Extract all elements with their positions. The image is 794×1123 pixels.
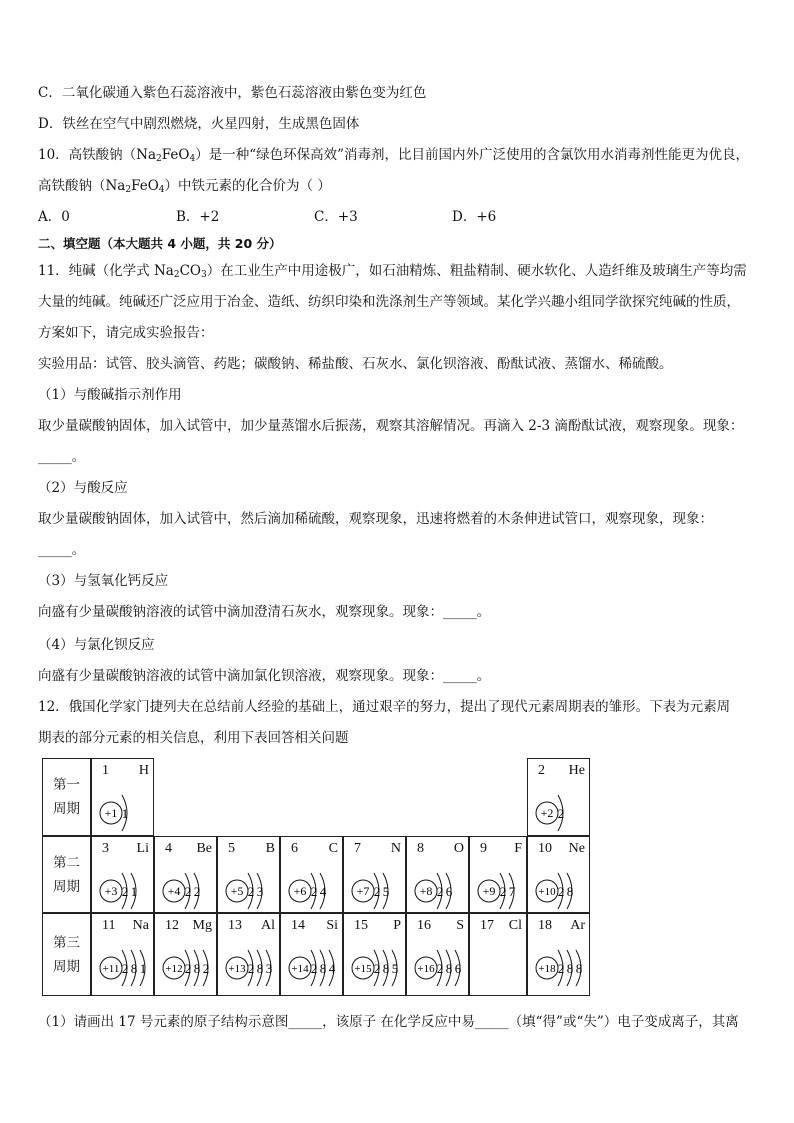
atomic-number: 1	[102, 763, 109, 778]
atomic-number: 11	[102, 918, 116, 933]
electron-count: 2	[557, 961, 565, 976]
q10-line2-a: 高铁酸钠（Na	[38, 178, 126, 194]
part-1-title: （1）与酸碱指示剂作用	[38, 387, 182, 403]
electron-count: 8	[445, 961, 453, 976]
atom-diagram	[413, 946, 469, 986]
element-cell	[343, 836, 406, 913]
nucleus-charge: +14	[291, 963, 309, 975]
question-11-line3: 方案如下，请完成实验报告：	[38, 325, 214, 341]
electron-count: 4	[328, 961, 336, 976]
element-symbol: Mg	[192, 918, 212, 933]
element-label	[480, 918, 522, 934]
atom-diagram	[534, 946, 590, 986]
subscript: 2	[173, 270, 180, 280]
electron-count: 1	[121, 806, 129, 821]
part-1-text: 取少量碳酸钠固体，加入试管中，加少量蒸馏水后振荡，观察其溶解情况。再滴入 2-3 滴酚酞试液，观察现象。现象：	[38, 418, 744, 434]
atomic-number: 8	[417, 841, 424, 856]
electron-count: 5	[391, 961, 399, 976]
subscript: 3	[200, 270, 207, 280]
nucleus-charge: +6	[293, 884, 307, 898]
nucleus-charge: +1	[104, 806, 118, 820]
period-label-text: 第二	[53, 854, 80, 871]
period-label-text: 周期	[53, 958, 80, 975]
q11-part-a: 11．纯碱（化学式 Na	[38, 263, 174, 279]
electron-count: 8	[566, 884, 574, 899]
q11-part-b: CO	[179, 263, 201, 279]
period-label	[42, 758, 91, 836]
electron-count: 6	[454, 961, 462, 976]
q11-part-c: ）在工业生产中用途极广，如石油精炼、粗盐精制、硬水软化、人造纤维及玻璃生产等均需	[206, 263, 747, 279]
atom-diagram	[224, 946, 280, 986]
atom-diagram	[224, 869, 280, 909]
question-12-line1: 12．俄国化学家门捷列夫在总结前人经验的基础上，通过艰辛的努力，提出了现代元素周期表的雏形。下表为元素周	[38, 699, 731, 715]
atom-diagram	[350, 946, 406, 986]
element-label	[102, 918, 149, 934]
part-4-text: 向盛有少量碳酸钠溶液的试管中滴加氯化钡溶液，观察现象。现象：_____。	[38, 668, 491, 684]
atomic-number: 2	[538, 763, 545, 778]
electron-count: 2	[310, 961, 318, 976]
table-gap	[154, 758, 527, 836]
electron-count: 8	[566, 961, 574, 976]
atomic-number: 9	[480, 841, 487, 856]
atomic-number: 12	[165, 918, 179, 933]
element-symbol: Al	[261, 918, 275, 933]
element-label	[102, 841, 149, 857]
element-cell	[154, 836, 217, 913]
question-11-line2: 大量的纯碱。纯碱还广泛应用于冶金、造纸、纺织印染和洗涤剂生产等领域。某化学兴趣小组同学欲探究纯碱的性质，	[38, 294, 740, 310]
element-label	[354, 918, 401, 934]
atomic-number: 5	[228, 841, 235, 856]
nucleus-charge: +4	[167, 884, 181, 898]
element-label	[538, 918, 585, 934]
element-cell	[406, 913, 469, 996]
element-cell	[527, 913, 590, 996]
part-2-text: 取少量碳酸钠固体，加入试管中，然后滴加稀硫酸，观察现象，迅速将燃着的木条伸进试管口，观察现象，现象：	[38, 511, 713, 527]
nucleus-charge: +15	[354, 963, 372, 975]
element-symbol: He	[568, 763, 585, 778]
element-cell	[469, 913, 527, 996]
electron-count: 8	[130, 961, 138, 976]
electron-count: 2	[121, 961, 129, 976]
atom-diagram	[98, 869, 154, 909]
periodic-table	[42, 758, 590, 996]
electron-count: 4	[319, 884, 327, 899]
electron-count: 2	[499, 884, 507, 899]
element-label	[480, 841, 522, 857]
choice-d: D．+6	[452, 209, 497, 225]
nucleus-charge: +18	[538, 963, 556, 975]
period-label-text: 周期	[53, 801, 80, 817]
subscript: 2	[156, 154, 162, 164]
question-10-line2	[38, 177, 331, 199]
element-label	[102, 763, 149, 779]
q10-part-b: FeO	[161, 147, 190, 163]
period-label-text: 第三	[53, 934, 80, 951]
electron-count: 5	[382, 884, 390, 899]
atomic-number: 7	[354, 841, 361, 856]
atom-diagram	[98, 791, 154, 831]
option-c-text: C．二氧化碳通入紫色石蕊溶液中，紫色石蕊溶液由紫色变为红色	[38, 85, 427, 101]
electron-count: 2	[193, 884, 201, 899]
element-label	[417, 918, 464, 934]
element-label	[165, 918, 212, 934]
electron-count: 2	[436, 961, 444, 976]
section-heading: 二、填空题（本大题共 4 小题，共 20 分）	[38, 236, 282, 251]
element-label	[291, 918, 338, 934]
electron-count: 8	[319, 961, 327, 976]
electron-count: 2	[557, 884, 565, 899]
part-2-blank: _____。	[38, 542, 86, 558]
q10-line2-b: FeO	[131, 178, 159, 194]
period-label-text: 周期	[53, 878, 80, 895]
atomic-number: 16	[417, 918, 431, 933]
element-symbol: Be	[196, 841, 212, 856]
choice-b: B．+2	[176, 209, 220, 225]
element-symbol: Cl	[508, 918, 522, 933]
subscript: 2	[125, 185, 132, 195]
atom-diagram	[350, 869, 406, 909]
element-cell	[217, 836, 280, 913]
electron-count: 1	[139, 961, 147, 976]
element-cell	[280, 913, 343, 996]
q10-part-c: ）是一种“绿色环保高效”消毒剂，比目前国内外广泛使用的含氯饮用水消毒剂性能更为优良，	[195, 147, 750, 163]
electron-count: 2	[184, 884, 192, 899]
electron-count: 2	[247, 884, 255, 899]
atomic-number: 18	[538, 918, 552, 933]
atom-diagram	[161, 869, 217, 909]
element-symbol: P	[393, 918, 401, 933]
atom-diagram	[161, 946, 217, 986]
element-symbol: N	[390, 841, 401, 856]
electron-count: 2	[121, 884, 129, 899]
part-4-title: （4）与氯化钡反应	[38, 637, 155, 653]
atom-diagram	[287, 946, 343, 986]
electron-count: 2	[373, 961, 381, 976]
question-12-line2: 期表的部分元素的相关信息，利用下表回答相关问题	[38, 730, 349, 746]
element-label	[291, 841, 338, 857]
element-symbol: B	[265, 841, 275, 856]
nucleus-charge: +16	[417, 963, 435, 975]
electron-count: 8	[256, 961, 264, 976]
element-cell	[154, 913, 217, 996]
element-symbol: Ar	[570, 918, 585, 933]
electron-count: 1	[130, 884, 138, 899]
nucleus-charge: +12	[165, 963, 183, 975]
electron-count: 2	[373, 884, 381, 899]
period-label	[42, 836, 91, 913]
supplies-text: 实验用品：试管、胶头滴管、药匙；碳酸钠、稀盐酸、石灰水、氯化钡溶液、酚酞试液、蒸馏水、稀硫酸。	[38, 356, 673, 372]
atomic-number: 14	[291, 918, 305, 933]
element-label	[354, 841, 401, 857]
choice-a: A．0	[38, 209, 70, 225]
element-symbol: S	[456, 918, 464, 933]
element-cell	[527, 758, 590, 836]
electron-count: 2	[202, 961, 210, 976]
element-cell	[91, 836, 154, 913]
q10-line2-c: ）中铁元素的化合价为（ ）	[164, 178, 331, 194]
element-symbol: Li	[136, 841, 149, 856]
period-label	[42, 913, 91, 996]
atomic-number: 3	[102, 841, 109, 856]
subscript: 4	[158, 185, 165, 195]
electron-count: 8	[193, 961, 201, 976]
electron-count: 3	[265, 961, 273, 976]
atomic-number: 10	[538, 841, 552, 856]
nucleus-charge: +7	[356, 884, 370, 898]
atom-diagram	[534, 791, 590, 831]
element-symbol: F	[514, 841, 522, 856]
atom-diagram	[287, 869, 343, 909]
element-symbol: Na	[132, 918, 149, 933]
nucleus-charge: +9	[482, 884, 496, 898]
choice-c: C．+3	[314, 209, 358, 225]
element-symbol: C	[328, 841, 338, 856]
option-d-text: D．铁丝在空气中剧烈燃烧，火星四射，生成黑色固体	[38, 116, 360, 132]
nucleus-charge: +2	[540, 806, 554, 820]
electron-count: 6	[445, 884, 453, 899]
electron-count: 2	[557, 806, 565, 821]
atomic-number: 6	[291, 841, 298, 856]
part-3-text: 向盛有少量碳酸钠溶液的试管中滴加澄清石灰水，观察现象。现象：_____。	[38, 604, 491, 620]
question-10-line1	[38, 146, 749, 168]
element-cell	[91, 913, 154, 996]
electron-count: 8	[382, 961, 390, 976]
atomic-number: 15	[354, 918, 368, 933]
electron-count: 2	[436, 884, 444, 899]
element-label	[228, 918, 275, 934]
atom-diagram	[534, 869, 590, 909]
element-label	[538, 763, 585, 779]
electron-count: 2	[247, 961, 255, 976]
electron-count: 2	[310, 884, 318, 899]
part-2-title: （2）与酸反应	[38, 480, 128, 496]
nucleus-charge: +3	[104, 884, 118, 898]
atom-diagram	[476, 869, 532, 909]
nucleus-charge: +13	[228, 963, 246, 975]
part-1-blank: _____。	[38, 449, 86, 465]
element-symbol: Ne	[568, 841, 585, 856]
atomic-number: 4	[165, 841, 172, 856]
element-cell	[280, 836, 343, 913]
nucleus-charge: +5	[230, 884, 244, 898]
q10-part-a: 10．高铁酸钠（Na	[38, 147, 157, 163]
nucleus-charge: +10	[538, 886, 556, 898]
atom-diagram	[98, 946, 154, 986]
electron-count: 3	[256, 884, 264, 899]
element-label	[417, 841, 464, 857]
element-label	[228, 841, 275, 857]
atom-diagram	[413, 869, 469, 909]
question-12-sub1: （1）请画出 17 号元素的原子结构示意图_____，该原子 在化学反应中易_____（填“得”或“失”）电子变成离子，其离	[38, 1014, 739, 1030]
nucleus-charge: +11	[102, 963, 120, 975]
period-label-text: 第一	[53, 777, 80, 793]
element-cell	[406, 836, 469, 913]
element-symbol: O	[453, 841, 464, 856]
atomic-number: 17	[480, 918, 494, 933]
subscript: 4	[189, 154, 196, 164]
element-cell	[469, 836, 527, 913]
part-3-title: （3）与氢氧化钙反应	[38, 573, 169, 589]
question-11-line1	[38, 262, 747, 284]
nucleus-charge: +8	[419, 884, 433, 898]
element-label	[538, 841, 585, 857]
electron-count: 7	[508, 884, 516, 899]
element-symbol: Si	[326, 918, 338, 933]
element-cell	[527, 836, 590, 913]
element-cell	[217, 913, 280, 996]
electron-count: 2	[184, 961, 192, 976]
element-cell	[91, 758, 154, 836]
atomic-number: 13	[228, 918, 242, 933]
electron-count: 8	[575, 961, 583, 976]
element-symbol: H	[138, 763, 149, 778]
element-cell	[343, 913, 406, 996]
element-label	[165, 841, 212, 857]
